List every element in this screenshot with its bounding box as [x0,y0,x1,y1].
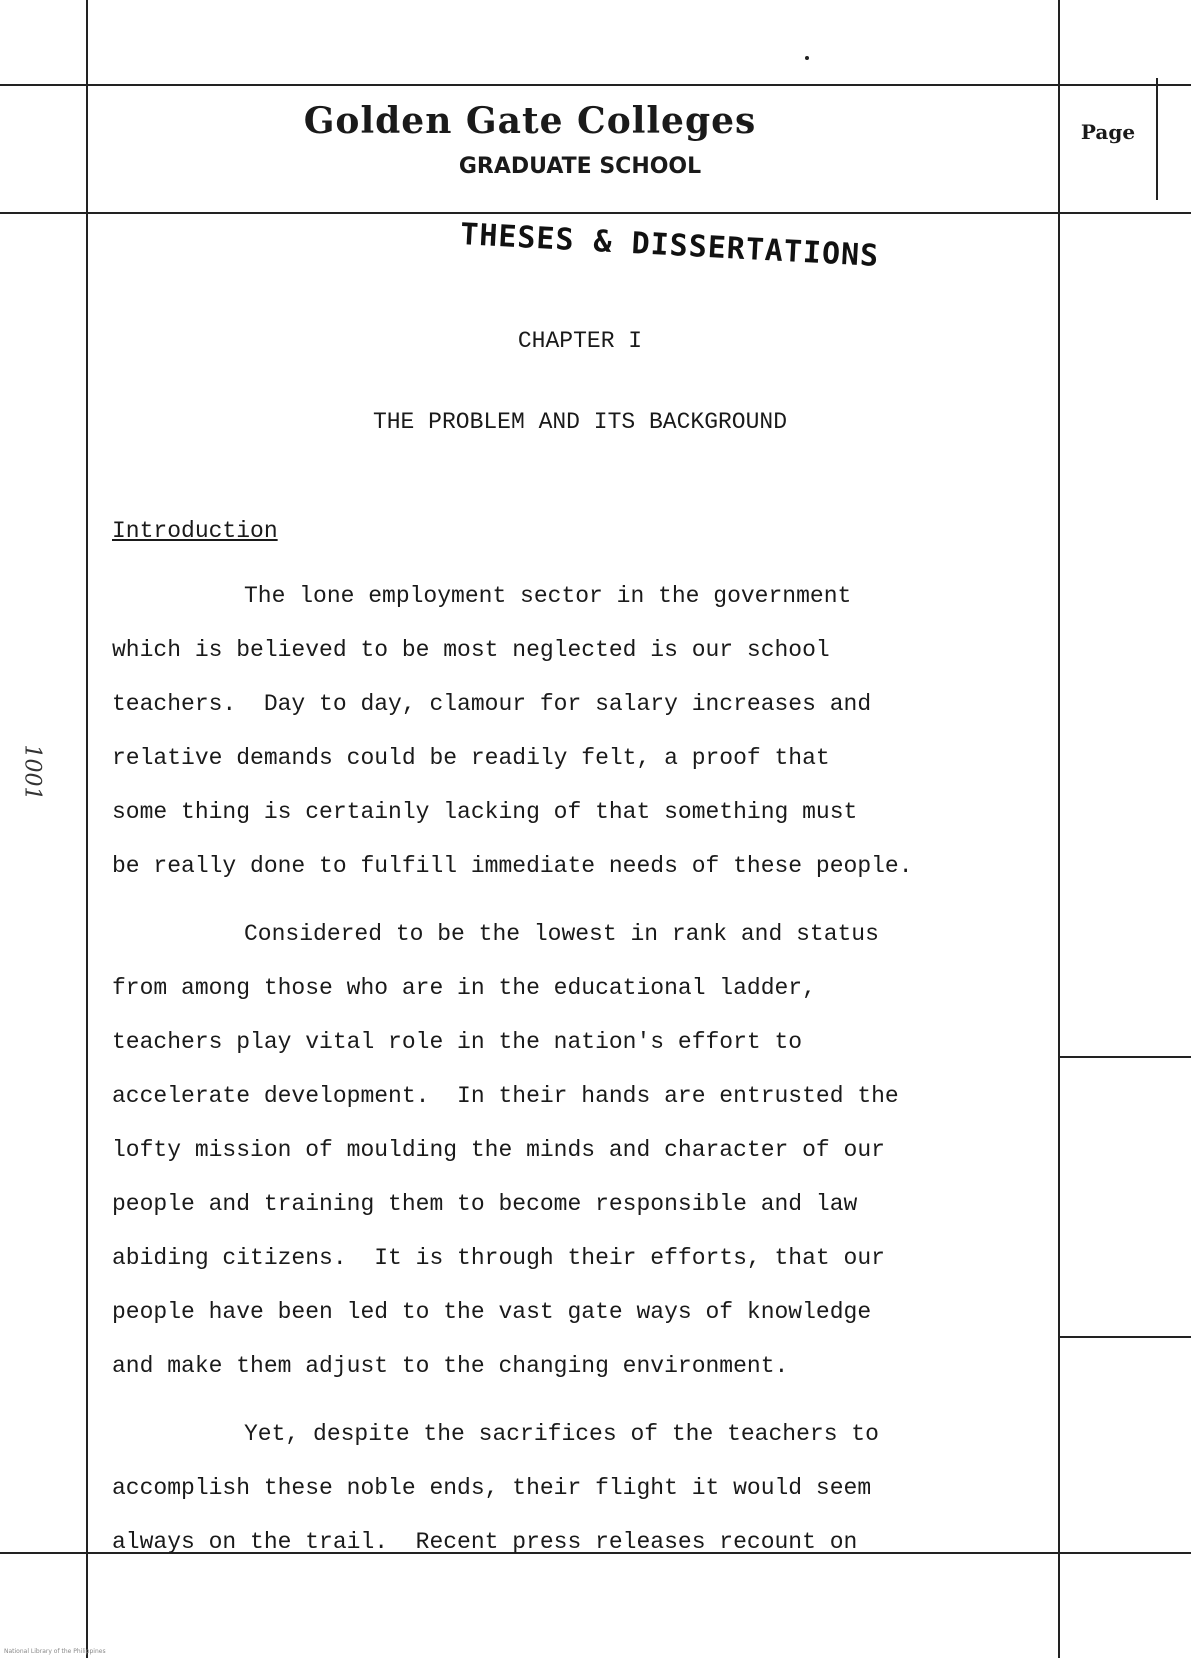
institution-title: Golden Gate Colleges [303,100,757,142]
body-line: accomplish these noble ends, their flight it would seem [112,1475,872,1501]
body-line: The lone employment sector in the government [244,583,852,609]
scan-footer: National Library of the Philippines [4,1648,106,1655]
header-top-rule [0,84,1191,86]
body-line: always on the trail. Recent press releases recount on [112,1529,858,1555]
body-line: people have been led to the vast gate ways of knowledge [112,1299,872,1325]
body-line: accelerate development. In their hands are entrusted the [112,1083,899,1109]
body-line: Considered to be the lowest in rank and status [244,921,879,947]
body-line: and make them adjust to the changing environment. [112,1353,789,1379]
body-line: Yet, despite the sacrifices of the teachers to [244,1421,879,1447]
body-line: teachers. Day to day, clamour for salary increases and [112,691,872,717]
body-line: people and training them to become responsible and law [112,1191,858,1217]
body-line: be really done to fulfill immediate needs of these people. [112,853,913,879]
body-line: from among those who are in the educational ladder, [112,975,816,1001]
margin-rule-2 [1060,1336,1191,1338]
margin-rule-1 [1060,1056,1191,1058]
header-bottom-rule [0,212,1191,214]
body-line: some thing is certainly lacking of that something must [112,799,858,825]
section-heading: Introduction [112,518,278,544]
right-vertical-rule [1058,0,1060,1658]
theses-stamp: THESES & DISSERTATIONS [459,217,880,274]
margin-annotation: 1001 [19,744,45,801]
chapter-title: THE PROBLEM AND ITS BACKGROUND [372,409,788,435]
body-line: lofty mission of moulding the minds and character of our [112,1137,885,1163]
body-line: which is believed to be most neglected is our school [112,637,830,663]
school-subtitle: GRADUATE SCHOOL [458,154,702,179]
page-number-label: Page [1080,120,1136,144]
body-line: relative demands could be readily felt, a proof that [112,745,830,771]
top-left-vertical-rule [86,0,88,1658]
speck [805,56,809,60]
page-box-right-rule [1156,78,1158,200]
body-line: teachers play vital role in the nation's effort to [112,1029,803,1055]
chapter-number: CHAPTER I [517,328,643,354]
body-line: abiding citizens. It is through their efforts, that our [112,1245,885,1271]
